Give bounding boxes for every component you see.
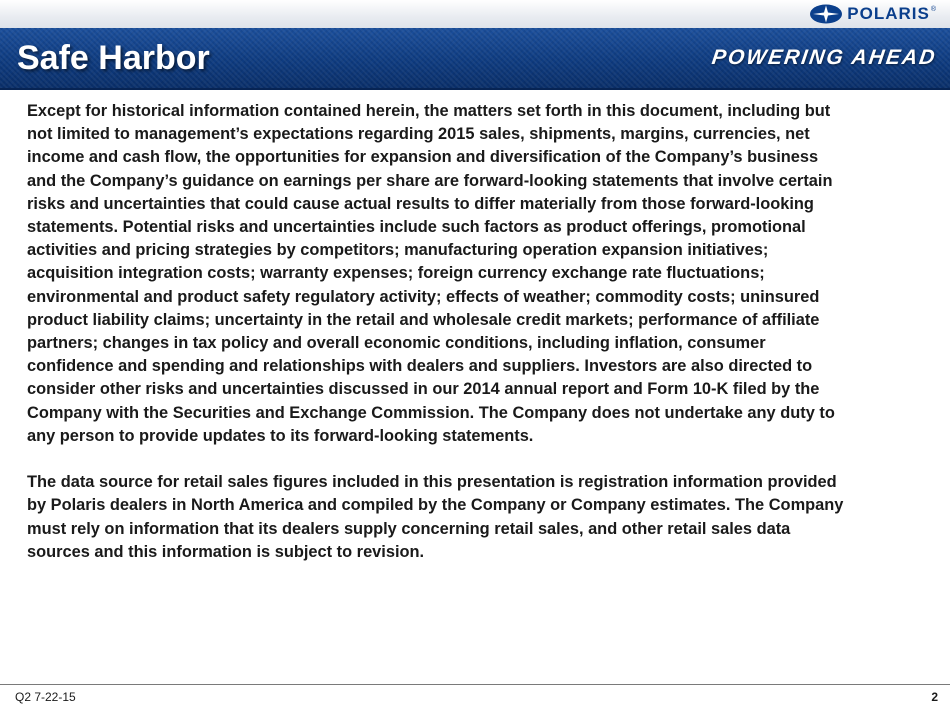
data-source-paragraph: The data source for retail sales figures included in this presentation is registration information provided by Polaris dealers in North America and compiled by the Company or Company estimates. The Company must rely on information that its dealers supply concerning retail sales, and other retail sales data sources and this information is subject to revision. [27, 473, 844, 561]
registered-mark: ® [930, 6, 936, 13]
page-number: 2 [931, 690, 938, 704]
polaris-logo [809, 4, 936, 24]
page-title: Safe Harbor [17, 39, 210, 77]
north-star-icon [809, 4, 843, 24]
tagline: POWERING AHEAD [710, 46, 938, 69]
top-strip [0, 0, 950, 28]
title-banner [0, 28, 950, 90]
brand-name: POLARIS [847, 4, 930, 23]
forward-looking-paragraph: Except for historical information contained herein, the matters set forth in this document, including but not limited to management’s expectations regarding 2015 sales, shipments, margins, currencies, net income and cash flow, the opportunities for expansion and diversification of the Company’s business and the Company’s guidance on earnings per share are forward-looking statements that involve certain risks and uncertainties that could cause actual results to differ materially from those forward-looking statements. Potential risks and uncertainties include such factors as product offerings, promotional activities and pricing strategies by competitors; manufacturing operation expansion initiatives; acquisition integration costs; warranty expenses; foreign currency exchange rate fluctuations; environmental and product safety regulatory activity; effects of weather; commodity costs; uninsured product liability claims; uncertainty in the retail and wholesale credit markets; performance of affiliate partners; changes in tax policy and overall economic conditions, including inflation, consumer confidence and spending and relationships with dealers and suppliers. Investors are also directed to consider other risks and uncertainties discussed in our 2014 annual report and Form 10-K filed by the Company with the Securities and Exchange Commission. The Company does not undertake any duty to any person to provide updates to its forward-looking statements. [27, 102, 835, 445]
footer-divider [0, 684, 950, 685]
safe-harbor-text [27, 100, 922, 564]
footer-date: Q2 7-22-15 [15, 690, 76, 704]
